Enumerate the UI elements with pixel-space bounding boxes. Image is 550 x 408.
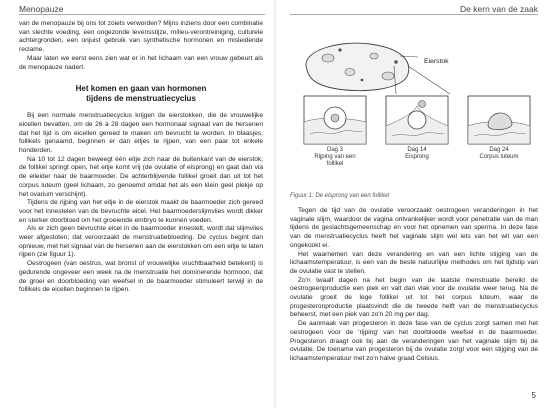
panel-label-line: Dag 14 — [407, 147, 427, 153]
right-body-text — [290, 207, 538, 364]
right-page-header — [275, 0, 550, 24]
panel-label-line: Corpus luteum — [479, 154, 519, 160]
section-heading-line: Het komen en gaan van hormonen — [75, 84, 207, 94]
paragraph: Tijdens de rijping van het eitje in de eierstok maakt de baarmoeder zich gereed voor het innestelen van de bevruchte eicel. Het baarmoederslijmvlies wordt dikker en sterker doorbloed om het groeiende embryo te kunnen voeden. — [19, 199, 263, 224]
panel-label-line: follikel — [326, 161, 344, 167]
ovary-drawing — [306, 43, 450, 94]
paragraph: Tegen de tijd van de ovulatie veroorzaakt oestrogeen veranderingen in het vaginale slijm, waardoor de vagina ontvankelijker wordt voor penetratie van de man tijdens de geslachtsgemeenschap en voor het opnemen van sperma. In deze fase van de menstruatiecyclus heeft het vaginale slijm wel iets van het wit van een ongekookt ei. — [290, 207, 538, 249]
right-header-rule — [290, 14, 538, 15]
panel-label-day14 — [382, 147, 452, 161]
paragraph: Bij een normale menstruatiecyclus krijgen de eierstokken, die de vrouwelijke eicellen bevatten, om de 26 à 28 dagen een hormonaal signaal van de hersenen dat het tijd is om eicellen gereed te maken om bevrucht te worden. In blaasjes, follikels genaamd, beginnen er dan eitjes te rijpen, van een paar tot enkele honderden. — [19, 112, 263, 155]
ovary-label: Eierstok — [424, 58, 449, 65]
panel-label-day3 — [300, 147, 370, 168]
panel-label-line: Dag 24 — [489, 147, 509, 153]
left-body-text — [19, 20, 263, 295]
panel-day3 — [304, 96, 366, 144]
right-page — [275, 0, 550, 408]
panel-label-line: Dag 3 — [326, 147, 343, 153]
ovulation-figure — [300, 36, 534, 176]
panel-day24 — [468, 96, 530, 144]
page-number: 5 — [531, 391, 536, 400]
left-header-rule — [19, 14, 265, 15]
paragraph: van de menopauze bij ons tot zoiets verworden? Mijns inziens door een combinatie van slechte voeding, een ongezonde levensstijze, milieu-verontreiniging, culturele achtergronden, een onjuist gebruik van synthetische hormonen en misleidende reclame. — [19, 20, 263, 54]
section-heading — [19, 84, 263, 104]
paragraph: Oestrogeen (van oestrus, wat bronst of vrouwelijke vruchtbaarheid betekent) is gedurende ongeveer een week na de menstruatie het dominerende hormoon, dat de groei en doorbloeding van weefsel in de baarmoeder stimuleert terwijl in de follikels de eicellen beginnen te rijpen. — [19, 260, 263, 294]
panel-label-day24 — [464, 147, 534, 161]
panel-label-line: Eisprong — [405, 154, 429, 160]
paragraph: Als er zich geen bevruchte eicel in de baarmoeder innestelt, wordt dat slijmvlies weer afgestoten; dat veroorzaakt de menstruatiebloeding. De cyclus begint dan opnieuw, met het signaal van de hersenen aan de eierstokken om een eitje te laten rijpen (zie figuur 1). — [19, 225, 263, 259]
section-heading-line: tijdens de menstruatiecyclus — [86, 94, 196, 104]
paragraph: Maar laten we eerst eens zien wat er in het lichaam van een vrouw gebeurt als de menopauze nadert. — [19, 54, 263, 71]
right-running-head: De kern van de zaak — [460, 4, 538, 14]
paragraph: Het waarnemen van deze verandering en van een lichte stijging van de lichaamstemperatuur, is een van de beste natuurlijke methodes om het tijdstip van de ovulatie vast te stellen. — [290, 250, 538, 275]
paragraph: Zo'n twaalf dagen na het begin van de laatste menstruatie bereikt de oestrogeenproductie een piek en valt dan vlak voor de ovulatie weer terug. Na de ovulatie groeit de lege follikel uit tot het corpus luteum, waar de progesteronproductie plaatsvindt die de tweede helft van de menstruatiecyclus beheerst, met een piek van zo'n 20 mg per dag. — [290, 276, 538, 319]
panel-day14 — [386, 96, 448, 144]
paragraph: De aanmaak van progesteron in deze fase van de cyclus zorgt samen met het oestrogeen voor de 'rijping' van het doorbloede weefsel in de baarmoeder. Progesteron draagt ook bij aan de veranderingen van het vaginale slijm bij de ovulatie. De toename van progesteron bij de ovulatie zorgt voor een stijging van de lichaamstemperatuur met zo'n halve graad Celsius. — [290, 320, 538, 362]
figure-caption: Figuur 1: De eisprong van een follikel — [290, 193, 390, 199]
panel-label-line: Rijping van een — [314, 154, 356, 160]
left-running-head: Menopauze — [19, 4, 64, 14]
paragraph: Na 10 tot 12 dagen beweegt één eitje zich naar de buitenkant van de eierstok; de follikel springt open, het eitje komt vrij (de ovulatie of eisprong) en gaat dan via de eileider naar de baarmoeder. De achterblijvende follikel groeit dan uit tot het corpus luteum (geel lichaam, zo genoemd omdat het als een klein geel plekje op het ovarium verschijnt). — [19, 155, 263, 198]
